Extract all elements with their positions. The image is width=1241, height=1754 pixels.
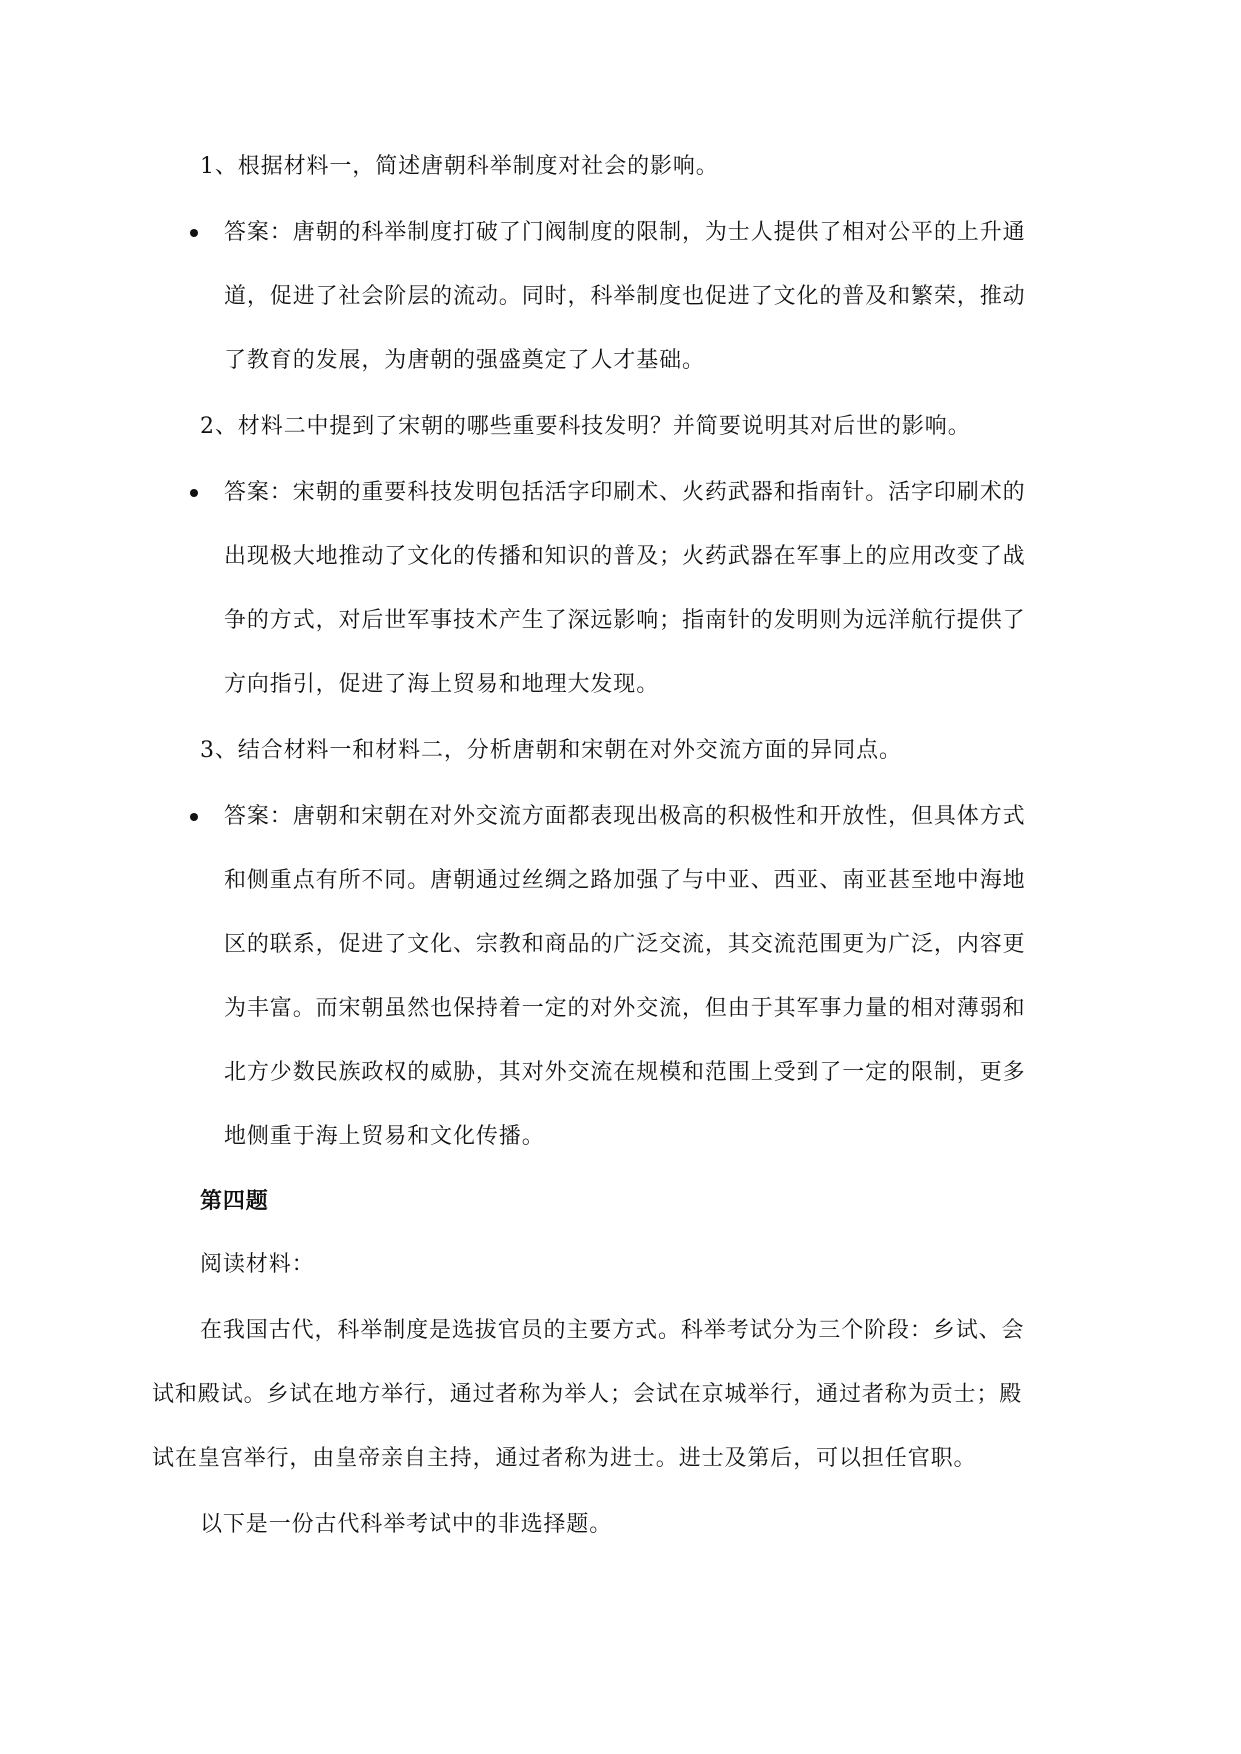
answer-3-line-2: 和侧重点有所不同。唐朝通过丝绸之路加强了与中亚、西亚、南亚甚至地中海地 bbox=[224, 868, 1026, 893]
answer-3-line-1: 答案：唐朝和宋朝在对外交流方面都表现出极高的积极性和开放性，但具体方式 bbox=[224, 804, 1026, 829]
question-1: 1、根据材料一，简述唐朝科举制度对社会的影响。 bbox=[200, 154, 719, 179]
answer-2-line-3: 争的方式，对后世军事技术产生了深远影响；指南针的发明则为远洋航行提供了 bbox=[224, 608, 1026, 633]
answer-1-line-1: 答案：唐朝的科举制度打破了门阀制度的限制，为士人提供了相对公平的上升通 bbox=[224, 220, 1026, 245]
section-heading: 第四题 bbox=[200, 1188, 269, 1214]
answer-1-line-3: 了教育的发展，为唐朝的强盛奠定了人才基础。 bbox=[224, 348, 705, 373]
question-2: 2、材料二中提到了宋朝的哪些重要科技发明？并简要说明其对后世的影响。 bbox=[200, 414, 971, 439]
question-3: 3、结合材料一和材料二，分析唐朝和宋朝在对外交流方面的异同点。 bbox=[200, 738, 902, 763]
answer-3-line-3: 区的联系，促进了文化、宗教和商品的广泛交流，其交流范围更为广泛，内容更 bbox=[224, 932, 1026, 957]
answer-3-line-4: 为丰富。而宋朝虽然也保持着一定的对外交流，但由于其军事力量的相对薄弱和 bbox=[224, 996, 1026, 1021]
material-line-1: 在我国古代，科举制度是选拔官员的主要方式。科举考试分为三个阶段：乡试、会 bbox=[200, 1318, 1025, 1343]
answer-2-line-4: 方向指引，促进了海上贸易和地理大发现。 bbox=[224, 672, 660, 697]
closing-text: 以下是一份古代科举考试中的非选择题。 bbox=[200, 1512, 613, 1537]
answer-3-line-5: 北方少数民族政权的威胁，其对外交流在规模和范围上受到了一定的限制，更多 bbox=[224, 1060, 1026, 1085]
bullet-icon bbox=[190, 489, 198, 497]
material-line-3: 试在皇宫举行，由皇帝亲自主持，通过者称为进士。进士及第后，可以担任官职。 bbox=[152, 1446, 977, 1471]
bullet-icon bbox=[190, 813, 198, 821]
material-line-2: 试和殿试。乡试在地方举行，通过者称为举人；会试在京城举行，通过者称为贡士；殿 bbox=[152, 1382, 1023, 1407]
reading-material-label: 阅读材料： bbox=[200, 1252, 315, 1277]
bullet-icon bbox=[190, 229, 198, 237]
answer-2-line-1: 答案：宋朝的重要科技发明包括活字印刷术、火药武器和指南针。活字印刷术的 bbox=[224, 480, 1026, 505]
answer-1-line-2: 道，促进了社会阶层的流动。同时，科举制度也促进了文化的普及和繁荣，推动 bbox=[224, 284, 1026, 309]
answer-3-line-6: 地侧重于海上贸易和文化传播。 bbox=[224, 1124, 545, 1149]
answer-2-line-2: 出现极大地推动了文化的传播和知识的普及；火药武器在军事上的应用改变了战 bbox=[224, 544, 1026, 569]
